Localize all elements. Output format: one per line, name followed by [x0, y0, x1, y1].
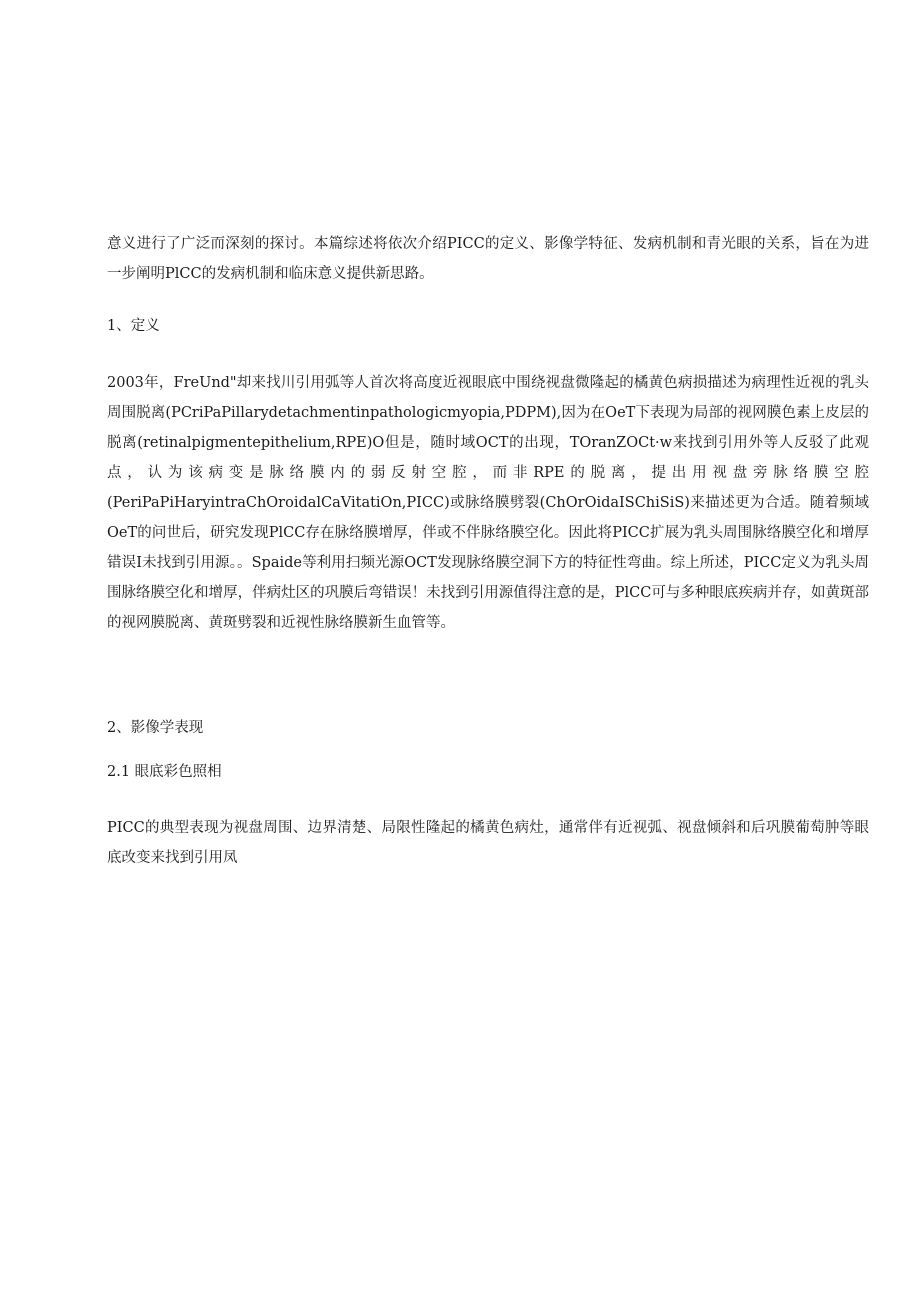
section-2-1-heading: 2.1 眼底彩色照相 — [107, 764, 222, 780]
section-1-heading: 1、定义 — [107, 318, 160, 334]
intro-paragraph: 意义进行了广泛而深刻的探讨。本篇综述将依次介绍PICC的定义、影像学特征、发病机制和青光眼的关系，旨在为进一步阐明PlCC的发病机制和临床意义提供新思路。 — [107, 236, 869, 282]
section-2-1-paragraph: PICC的典型表现为视盘周围、边界清楚、局限性隆起的橘黄色病灶，通常伴有近视弧、视盘倾斜和后巩膜葡萄肿等眼底改变来找到引用凤 — [107, 820, 869, 866]
section-1-paragraph: 2003年，FreUnd"却来找川引用弧等人首次将高度近视眼底中围绕视盘微隆起的橘黄色病损描述为病理性近视的乳头周围脱离(PCriPaPillarydetachmentinpathologicmyopia,PDPM),因为在OeT下表现为局部的视网膜色素上皮层的脱离(retinalpigmentepithelium,RPE)O但是，随时域OCT的出现，TOranZOCt·w来找到引用外等人反驳了此观点，认为该病变是脉络膜内的弱反射空腔，而非RPE的脱离，提出用视盘旁脉络膜空腔(PeriPaPiHaryintraChOroidalCaVitatiOn,PICC)或脉络膜劈裂(ChOrOidaISChiSiS)来描述更为合适。随着频域OeT的问世后，研究发现PlCC存在脉络膜增厚，伴或不伴脉络膜空化。因此将PICC扩展为乳头周围脉络膜空化和增厚错误I未找到引用源。。Spaide等利用扫频光源OCT发现脉络膜空洞下方的特征性弯曲。综上所述，PICC定义为乳头周围脉络膜空化和增厚，伴病灶区的巩膜后弯错误！未找到引用源值得注意的是，PlCC可与多种眼底疾病并存，如黄斑部的视网膜脱离、黄斑劈裂和近视性脉络膜新生血管等。 — [107, 375, 869, 631]
section-2-heading: 2、影像学表现 — [107, 720, 204, 736]
